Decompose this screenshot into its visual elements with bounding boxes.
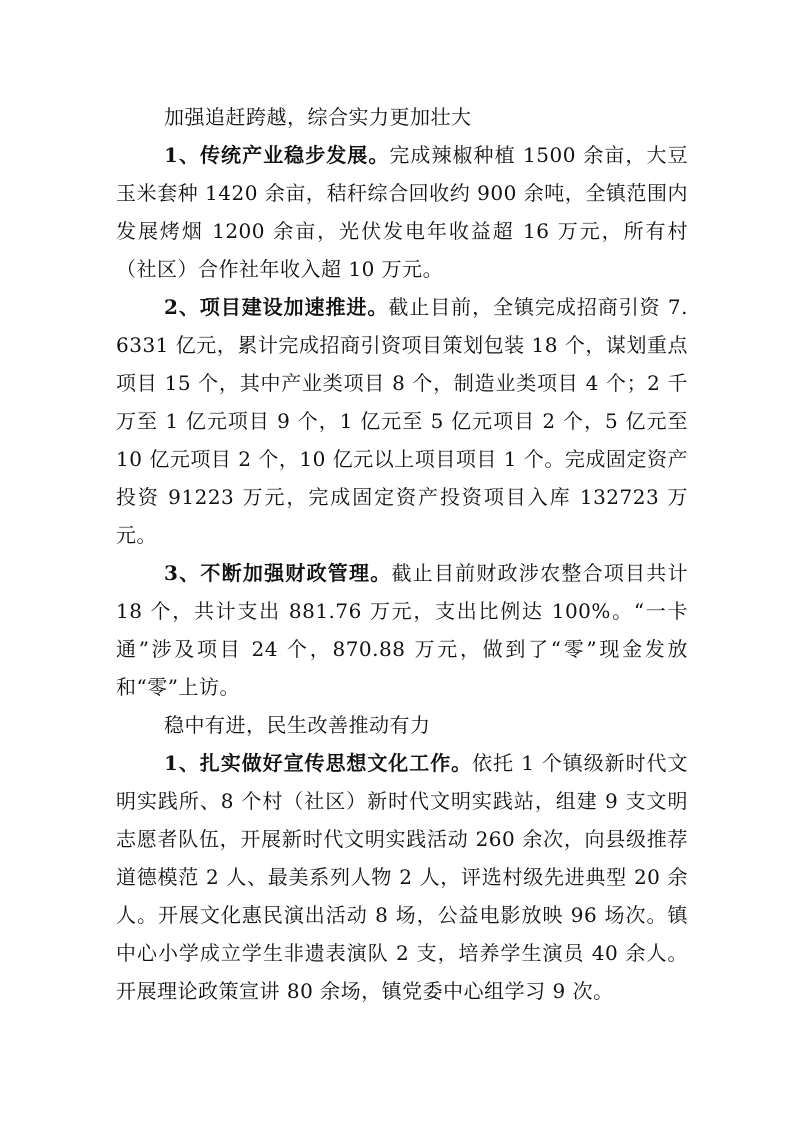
paragraph-project-construction [116, 288, 688, 554]
paragraph-lead: 1、扎实做好宣传思想文化工作。 [164, 751, 473, 775]
paragraph-finance-management [116, 554, 688, 706]
paragraph-body: 截止目前财政涉农整合项目共计 18 个，共计支出 881.76 万元，支出比例达 100%。“一卡通”涉及项目 24 个，870.88 万元，做到了“零”现金发放和“零”上访。 [116, 561, 689, 699]
section-heading-2: 稳中有进，民生改善推动有力 [164, 713, 431, 737]
paragraph-lead: 2、项目建设加速推进。 [164, 295, 389, 319]
paragraph-lead: 1、传统产业稳步发展。 [164, 143, 390, 167]
paragraph-lead: 3、不断加强财政管理。 [164, 561, 392, 585]
section-heading-1: 加强追赶跨越，综合实力更加壮大 [164, 105, 472, 129]
document-body [116, 98, 688, 1010]
paragraph-body: 完成辣椒种植 1500 余亩，大豆玉米套种 1420 余亩，秸秆综合回收约 900 余吨，全镇范围内发展烤烟 1200 余亩，光伏发电年收益超 16 万元，所有村（社区）合作社年收入超 10 万元。 [116, 143, 688, 281]
paragraph-culture-work [116, 744, 688, 1010]
paragraph-traditional-industry [116, 136, 688, 288]
paragraph-body: 依托 1 个镇级新时代文明实践所、8 个村（社区）新时代文明实践站，组建 9 支文明志愿者队伍，开展新时代文明实践活动 260 余次，向县级推荐道德模范 2 人、最美系列人物 2 人，评选村级先进典型 20 余人。开展文化惠民演出活动 8 场，公益电影放映 96 场次。镇中心小学成立学生非遗表演队 2 支，培养学生演员 40 余人。开展理论政策宣讲 80 余场，镇党委中心组学习 9 次。 [116, 751, 688, 1003]
paragraph-body: 截止目前，全镇完成招商引资 7.6331 亿元，累计完成招商引资项目策划包装 18 个，谋划重点项目 15 个，其中产业类项目 8 个，制造业类项目 4 个；2 千万至 1 亿元项目 9 个，1 亿元至 5 亿元项目 2 个，5 亿元至 10 亿元项目 2 个，10 亿元以上项目项目 1 个。完成固定资产投资 91223 万元，完成固定资产投资项目入库 132723 万元。 [116, 295, 688, 547]
